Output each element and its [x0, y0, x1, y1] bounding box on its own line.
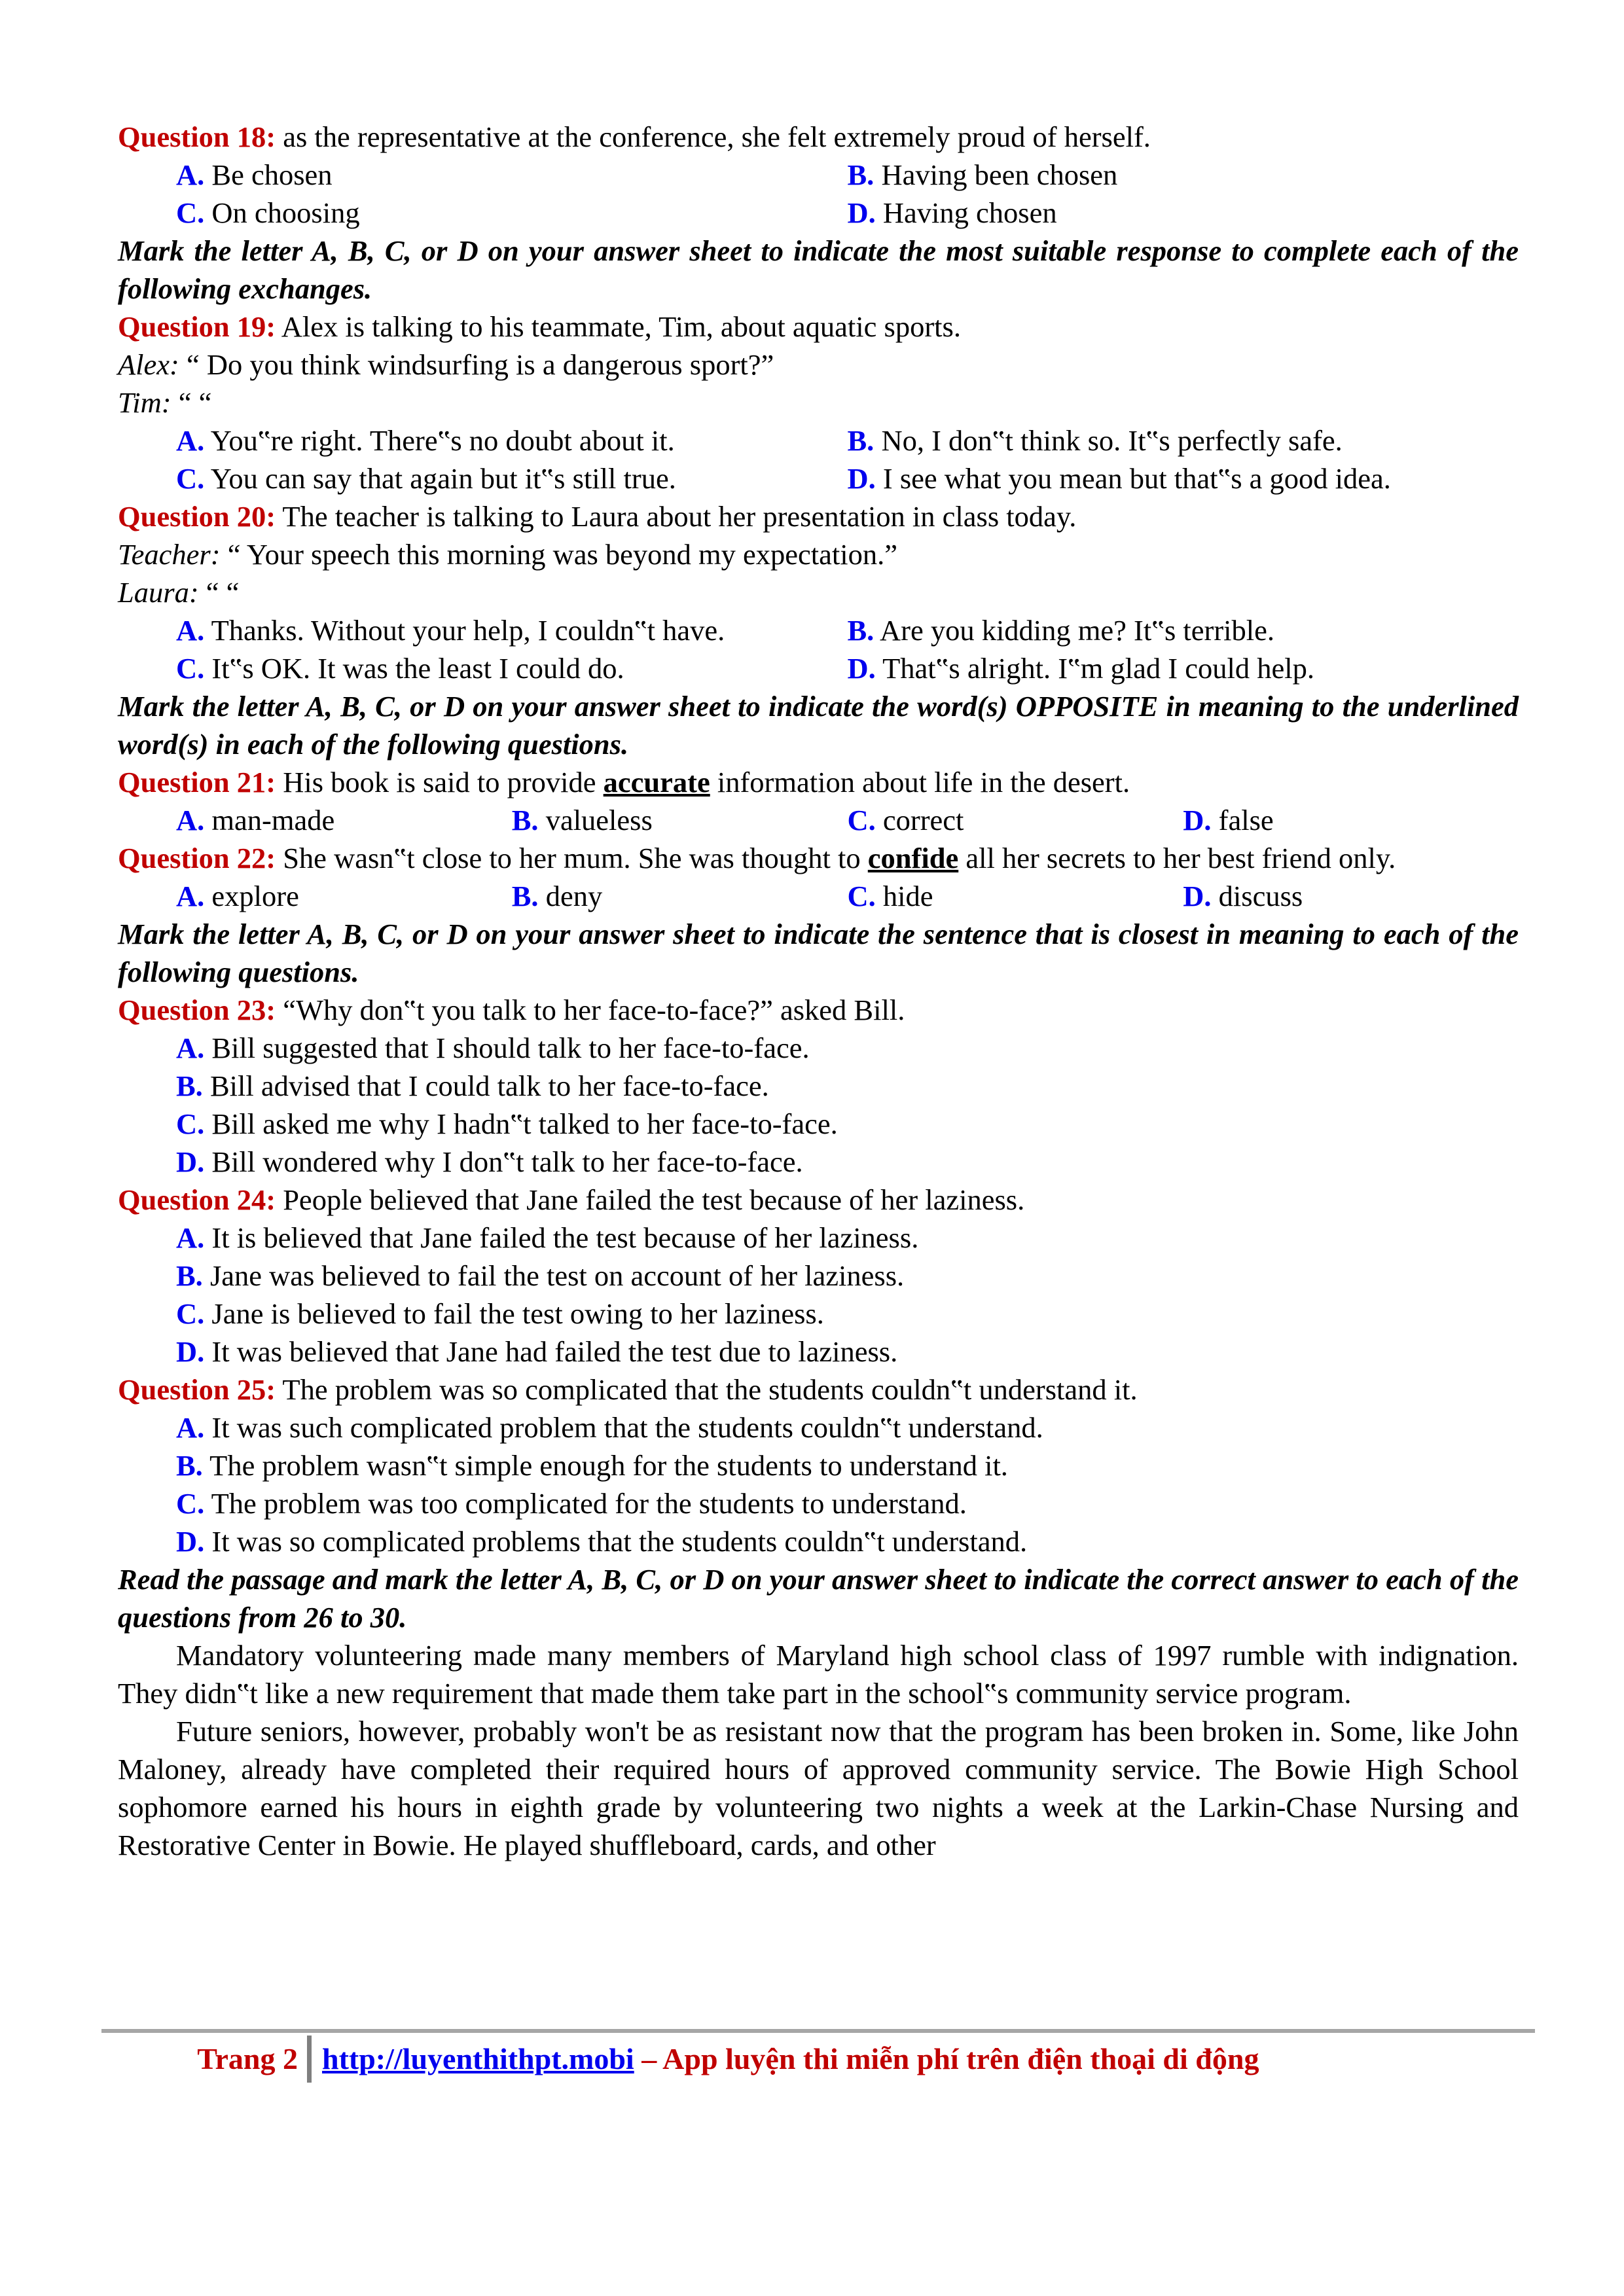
- options-row: [118, 156, 1519, 194]
- options-row: [118, 422, 1519, 459]
- option-d: D. That‟s alright. I‟m glad I could help.: [847, 652, 1314, 685]
- question-18: [118, 118, 1519, 156]
- question-label: Question 18:: [118, 120, 276, 153]
- options-row: [118, 877, 1519, 915]
- instruction-opposite: Mark the letter A, B, C, or D on your answer sheet to indicate the word(s) OPPOSITE in meaning to the underlined word(s) in each of the following questions.: [118, 690, 1519, 761]
- option-a: A. You‟re right. There‟s no doubt about it.: [176, 424, 675, 457]
- option-b: B. deny: [511, 880, 603, 912]
- option-d: D. It was so complicated problems that the students couldn‟t understand.: [176, 1525, 1028, 1558]
- option-b: B. valueless: [511, 804, 653, 836]
- exam-page: [118, 118, 1519, 1864]
- options-row: [118, 649, 1519, 687]
- options-row: [118, 194, 1519, 232]
- passage-paragraph-1: Mandatory volunteering made many members of Maryland high school class of 1997 rumble with indignation. They didn‟t like a new requirement that made them take part in the school‟s community service program.: [118, 1639, 1519, 1710]
- option-d: D. false: [1183, 804, 1274, 836]
- option-b: B. No, I don‟t think so. It‟s perfectly safe.: [847, 424, 1343, 457]
- underlined-word: accurate: [603, 766, 710, 798]
- instruction-exchanges: Mark the letter A, B, C, or D on your answer sheet to indicate the most suitable response to complete each of the following exchanges.: [118, 234, 1519, 305]
- instruction-closest: Mark the letter A, B, C, or D on your answer sheet to indicate the sentence that is closest in meaning to each of the following questions.: [118, 918, 1519, 988]
- option-d: D. Having chosen: [847, 196, 1057, 229]
- option-d: D. I see what you mean but that‟s a good idea.: [847, 462, 1391, 495]
- question-21: Question 21: His book is said to provide accurate information about life in the desert.: [118, 766, 1130, 798]
- footer-link[interactable]: http://luyenthithpt.mobi: [322, 2042, 634, 2075]
- option-b: B. The problem wasn‟t simple enough for the students to understand it.: [176, 1449, 1008, 1482]
- dialogue-line: Teacher: “ Your speech this morning was beyond my expectation.”: [118, 538, 897, 571]
- underlined-word: confide: [867, 842, 959, 874]
- option-c: C. The problem was too complicated for the students to understand.: [176, 1487, 967, 1520]
- question-22: Question 22: She wasn‟t close to her mum. She was thought to confide all her secrets to her best friend only.: [118, 842, 1396, 874]
- question-text: as the representative at the conference, she felt extremely proud of herself.: [276, 120, 1151, 153]
- option-d: D. discuss: [1183, 880, 1303, 912]
- dialogue-line: Alex: “ Do you think windsurfing is a dangerous sport?”: [118, 348, 774, 381]
- question-24: Question 24: People believed that Jane failed the test because of her laziness.: [118, 1183, 1025, 1216]
- option-a: A. Be chosen: [176, 158, 333, 191]
- option-a: A. man-made: [176, 804, 335, 836]
- question-23: Question 23: “Why don‟t you talk to her face-to-face?” asked Bill.: [118, 994, 905, 1026]
- footer-text: [312, 2036, 1259, 2083]
- option-d: D. It was believed that Jane had failed the test due to laziness.: [176, 1335, 898, 1368]
- option-a: A. Bill suggested that I should talk to her face-to-face.: [176, 1031, 810, 1064]
- dialogue-line: Laura: “ “: [118, 576, 240, 609]
- options-row: [118, 459, 1519, 497]
- option-c: C. Jane is believed to fail the test owing to her laziness.: [176, 1297, 824, 1330]
- option-a: A. Thanks. Without your help, I couldn‟t have.: [176, 614, 725, 647]
- option-b: B. Are you kidding me? It‟s terrible.: [847, 614, 1275, 647]
- question-19: Question 19: Alex is talking to his teammate, Tim, about aquatic sports.: [118, 310, 961, 343]
- option-a: A. It was such complicated problem that the students couldn‟t understand.: [176, 1411, 1043, 1444]
- page-number: Trang 2: [197, 2042, 298, 2075]
- option-c: C. You can say that again but it‟s still true.: [176, 462, 676, 495]
- page-footer: [101, 2029, 1535, 2083]
- option-c: C. hide: [847, 880, 933, 912]
- dialogue-line: Tim: “ “: [118, 386, 212, 419]
- option-b: B. Bill advised that I could talk to her face-to-face.: [176, 1069, 769, 1102]
- option-c: C. Bill asked me why I hadn‟t talked to her face-to-face.: [176, 1107, 838, 1140]
- option-d: D. Bill wondered why I don‟t talk to her face-to-face.: [176, 1145, 803, 1178]
- options-row: [118, 611, 1519, 649]
- footer-tagline: – App luyện thi miễn phí trên điện thoại di động: [634, 2042, 1259, 2075]
- option-b: B. Having been chosen: [847, 158, 1118, 191]
- option-a: A. It is believed that Jane failed the test because of her laziness.: [176, 1221, 919, 1254]
- option-c: C. correct: [847, 804, 964, 836]
- question-25: Question 25: The problem was so complicated that the students couldn‟t understand it.: [118, 1373, 1138, 1406]
- option-a: A. explore: [176, 880, 299, 912]
- footer-divider: [101, 2029, 1535, 2033]
- instruction-passage: Read the passage and mark the letter A, B, C, or D on your answer sheet to indicate the correct answer to each of the questions from 26 to 30.: [118, 1563, 1519, 1634]
- footer-separator: [307, 2036, 312, 2083]
- passage-paragraph-2: Future seniors, however, probably won't be as resistant now that the program has been broken in. Some, like John Maloney, already have completed their required hours of approved community service. The Bowie High School sophomore earned his hours in eighth grade by volunteering two nights a week at the Larkin-Chase Nursing and Restorative Center in Bowie. He played shuffleboard, cards, and other: [118, 1715, 1519, 1861]
- question-20: Question 20: The teacher is talking to Laura about her presentation in class today.: [118, 500, 1077, 533]
- option-c: C. On choosing: [176, 196, 360, 229]
- option-b: B. Jane was believed to fail the test on account of her laziness.: [176, 1259, 905, 1292]
- options-row: [118, 801, 1519, 839]
- option-c: C. It‟s OK. It was the least I could do.: [176, 652, 624, 685]
